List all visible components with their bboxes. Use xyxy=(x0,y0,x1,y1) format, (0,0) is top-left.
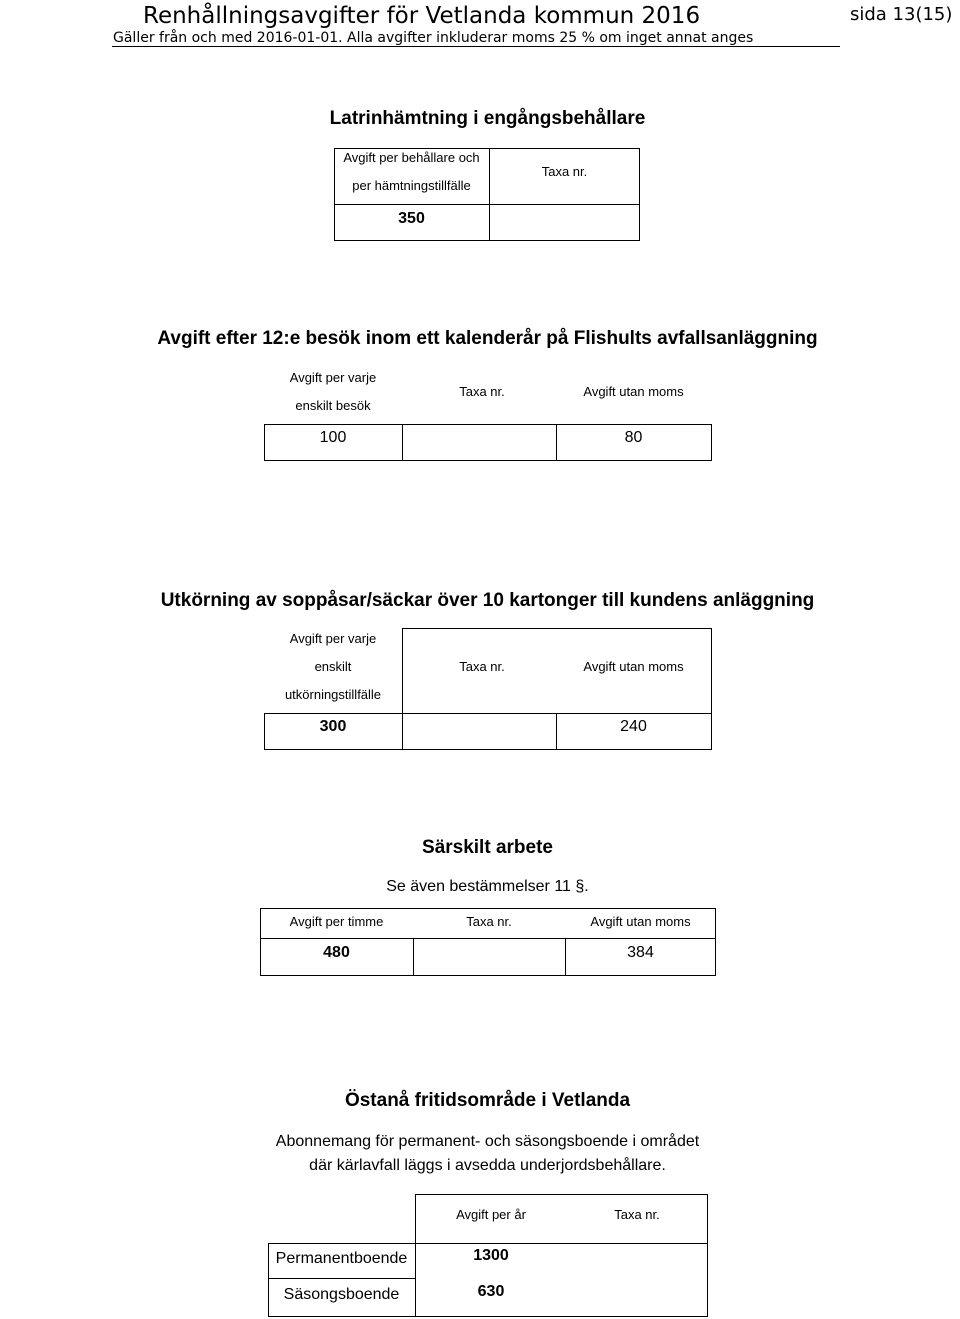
section-heading-utkorning: Utkörning av soppåsar/säckar över 10 kartonger till kundens anläggning xyxy=(160,590,815,611)
header-cell: per hämtningstillfälle xyxy=(352,178,471,193)
fee-value-excl-vat: 384 xyxy=(627,944,654,961)
header-cell: Avgift per varje xyxy=(289,370,377,385)
header-cell-taxa: Taxa nr. xyxy=(466,914,512,929)
fee-value: 350 xyxy=(398,210,425,227)
header-cell-taxa: Taxa nr. xyxy=(459,384,505,399)
fee-value-sasong: 630 xyxy=(477,1283,505,1300)
page-number: sida 13(15) xyxy=(850,4,953,25)
section-heading-ostana: Östanå fritidsområde i Vetlanda xyxy=(344,1090,631,1111)
header-cell-utan-moms: Avgift utan moms xyxy=(590,914,691,929)
header-cell: Avgift per år xyxy=(456,1207,526,1222)
section-description: Abonnemang för permanent- och säsongsboende i området xyxy=(275,1133,700,1150)
header-cell-taxa: Taxa nr. xyxy=(614,1207,660,1222)
fee-value: 100 xyxy=(319,429,347,446)
header-cell: enskilt xyxy=(314,659,352,674)
header-cell: utkörningstillfälle xyxy=(284,687,382,702)
header-cell-taxa: Taxa nr. xyxy=(459,659,505,674)
header-cell: Avgift per timme xyxy=(289,914,384,929)
header-cell: enskilt besök xyxy=(295,398,371,413)
document-title: Renhållningsavgifter för Vetlanda kommun 2016 xyxy=(143,3,701,29)
header-cell-utan-moms: Avgift utan moms xyxy=(583,384,684,399)
header-cell-taxa: Taxa nr. xyxy=(541,164,588,179)
header-divider xyxy=(112,46,840,47)
latrin-fee-table xyxy=(334,148,640,241)
ostana-fee-table xyxy=(268,1194,708,1317)
header-cell: Avgift per behållare och xyxy=(343,150,480,165)
utkorning-fee-table xyxy=(264,628,712,750)
fee-value-excl-vat: 80 xyxy=(624,429,643,446)
row-label-sasong: Säsongsboende xyxy=(283,1286,400,1303)
fee-value: 480 xyxy=(323,944,350,961)
flishult-fee-table xyxy=(264,367,712,461)
row-label-permanent: Permanentboende xyxy=(275,1250,408,1267)
section-heading-sarskilt: Särskilt arbete xyxy=(422,837,553,858)
section-description: där kärlavfall läggs i avsedda underjordsbehållare. xyxy=(309,1157,666,1174)
section-heading-flishult: Avgift efter 12:e besök inom ett kalenderår på Flishults avfallsanläggning xyxy=(157,328,818,349)
document-subtitle: Gäller från och med 2016-01-01. Alla avgifter inkluderar moms 25 % om inget annat anges xyxy=(113,30,754,46)
header-cell: Avgift per varje xyxy=(289,631,377,646)
section-heading-latrin: Latrinhämtning i engångsbehållare xyxy=(329,108,646,129)
header-cell-utan-moms: Avgift utan moms xyxy=(583,659,684,674)
fee-value-excl-vat: 240 xyxy=(620,718,647,735)
section-note: Se även bestämmelser 11 §. xyxy=(386,878,589,895)
fee-value-permanent: 1300 xyxy=(473,1247,509,1264)
sarskilt-fee-table xyxy=(260,908,716,976)
fee-value: 300 xyxy=(319,718,347,735)
